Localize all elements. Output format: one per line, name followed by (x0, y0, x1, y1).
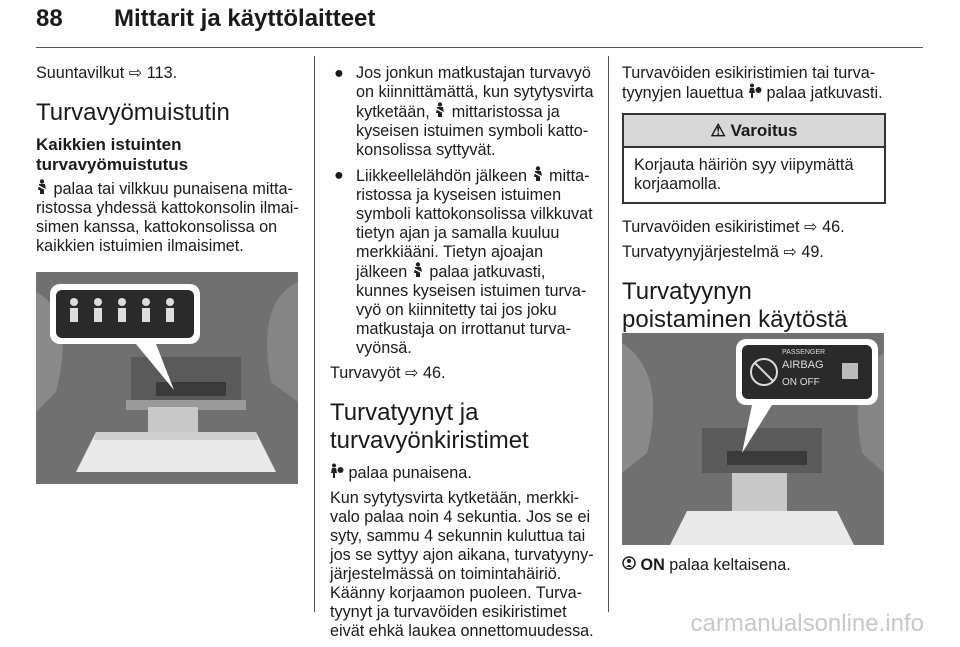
passenger-airbag-figure (622, 333, 884, 545)
seatbelt-warning-icon (412, 262, 425, 282)
figure-label-airbag: AIRBAG (782, 359, 824, 371)
page-ref-icon: ⇨ (783, 243, 797, 261)
figure-label-on-off: ON OFF (782, 377, 820, 388)
ref-seatbelts: Turvavyöt ⇨ 46. (330, 364, 446, 382)
airbag-paragraph-1: palaa punaisena. (330, 463, 598, 483)
ref-pretensioners: Turvavöiden esikiristimet ⇨ 46. (622, 218, 845, 236)
ref-airbag-system: Turvatyynyjärjestelmä ⇨ 49. (622, 243, 824, 261)
seatbelt-warning-icon (532, 166, 545, 186)
bullet-dot: ● (334, 166, 344, 184)
section-heading-airbag-deactivation: Turvatyynyn poistaminen käytöstä (622, 278, 848, 333)
roof-console-seatbelt-figure (36, 272, 298, 484)
airbag-paragraph-2: Kun sytytysvirta kytketään, merkki-valo palaa noin 4 sekuntia. Jos se ei syty, sammu 4 sekunnin kuluttua tai jos se syttyy ajon aikana, turvatyyny-järjestelmässä on toimintahäiriö. Käänny korjaamon puoleen. Turva-tyynyt ja turvavöiden esikiristimet eivät ehkä laukea onnettomuudessa. (330, 489, 594, 640)
ref-turn-signals: Suuntavilkut ⇨ 113. (36, 64, 178, 82)
column-divider-1 (314, 56, 315, 612)
page-title: Mittarit ja käyttölaitteet (114, 5, 376, 32)
warning-box (622, 113, 886, 204)
warning-triangle-icon: ⚠ (710, 121, 726, 140)
warning-body: Korjauta häiriön syy viipymättä korjaamolla. (634, 156, 854, 193)
section-heading-seatbelt-reminder: Turvavyömuistutin (36, 99, 230, 126)
column-divider-2 (608, 56, 609, 612)
airbag-warning-icon (330, 463, 344, 483)
figure-label-passenger: PASSENGER (782, 349, 826, 356)
page-ref-icon: ⇨ (804, 218, 818, 236)
column-3 (622, 64, 886, 342)
page-ref-icon: ⇨ (128, 64, 143, 82)
airbag-on-icon (622, 556, 636, 575)
header-rule (36, 47, 923, 48)
column-3-bottom (622, 556, 886, 581)
bullet-item-1: ● Jos jonkun matkustajan turvavyö on kiinnittämättä, kun sytytysvirta kytketään, mittaristossa ja kyseisen istuimen symboli katto-konsolissa syttyvät. (334, 64, 594, 159)
airbag-on-paragraph: ON palaa keltaisena. (622, 556, 886, 575)
page-number: 88 (36, 5, 63, 32)
seatbelt-warning-icon (434, 102, 447, 122)
warning-header: ⚠ Varoitus (624, 115, 884, 148)
on-label: ON (640, 556, 665, 574)
subheading-line-1: Kaikkien istuinten (36, 135, 182, 154)
pretensioner-paragraph: Turvavöiden esikiristimien tai turva-tyynyjen lauettua palaa jatkuvasti. (622, 64, 883, 102)
bullet-dot: ● (334, 64, 344, 82)
column-2 (330, 64, 598, 647)
seatbelt-warning-icon (36, 179, 49, 199)
column-1 (36, 64, 302, 262)
airbag-warning-icon (748, 83, 762, 103)
bullet-item-2: ● Liikkeellelähdön jälkeen mitta-ristossa ja kyseisen istuimen symboli kattokonsolissa vilkkuvat tietyn ajan ja samalla kuuluu merkkiääni. Tietyn ajoajan jälkeen palaa jatkuvasti, kunnes kyseisen istuimen turva-vyö on kiinnitetty tai jos joku matkustaja on irrottanut turva-vyönsä. (334, 166, 593, 357)
page-ref-icon: ⇨ (404, 364, 419, 382)
seatbelt-paragraph: palaa tai vilkkuu punaisena mitta-ristossa yhdessä kattokonsolin ilmai-simen kanssa, kattokonsolissa on kaikkien istuimien ilmaisimet. (36, 180, 299, 255)
subheading-line-2: turvavyömuistutus (36, 155, 189, 174)
watermark: carmanualsonline.info (690, 610, 924, 637)
section-heading-airbags: Turvatyynyt ja turvavyönkiristimet (330, 399, 529, 454)
